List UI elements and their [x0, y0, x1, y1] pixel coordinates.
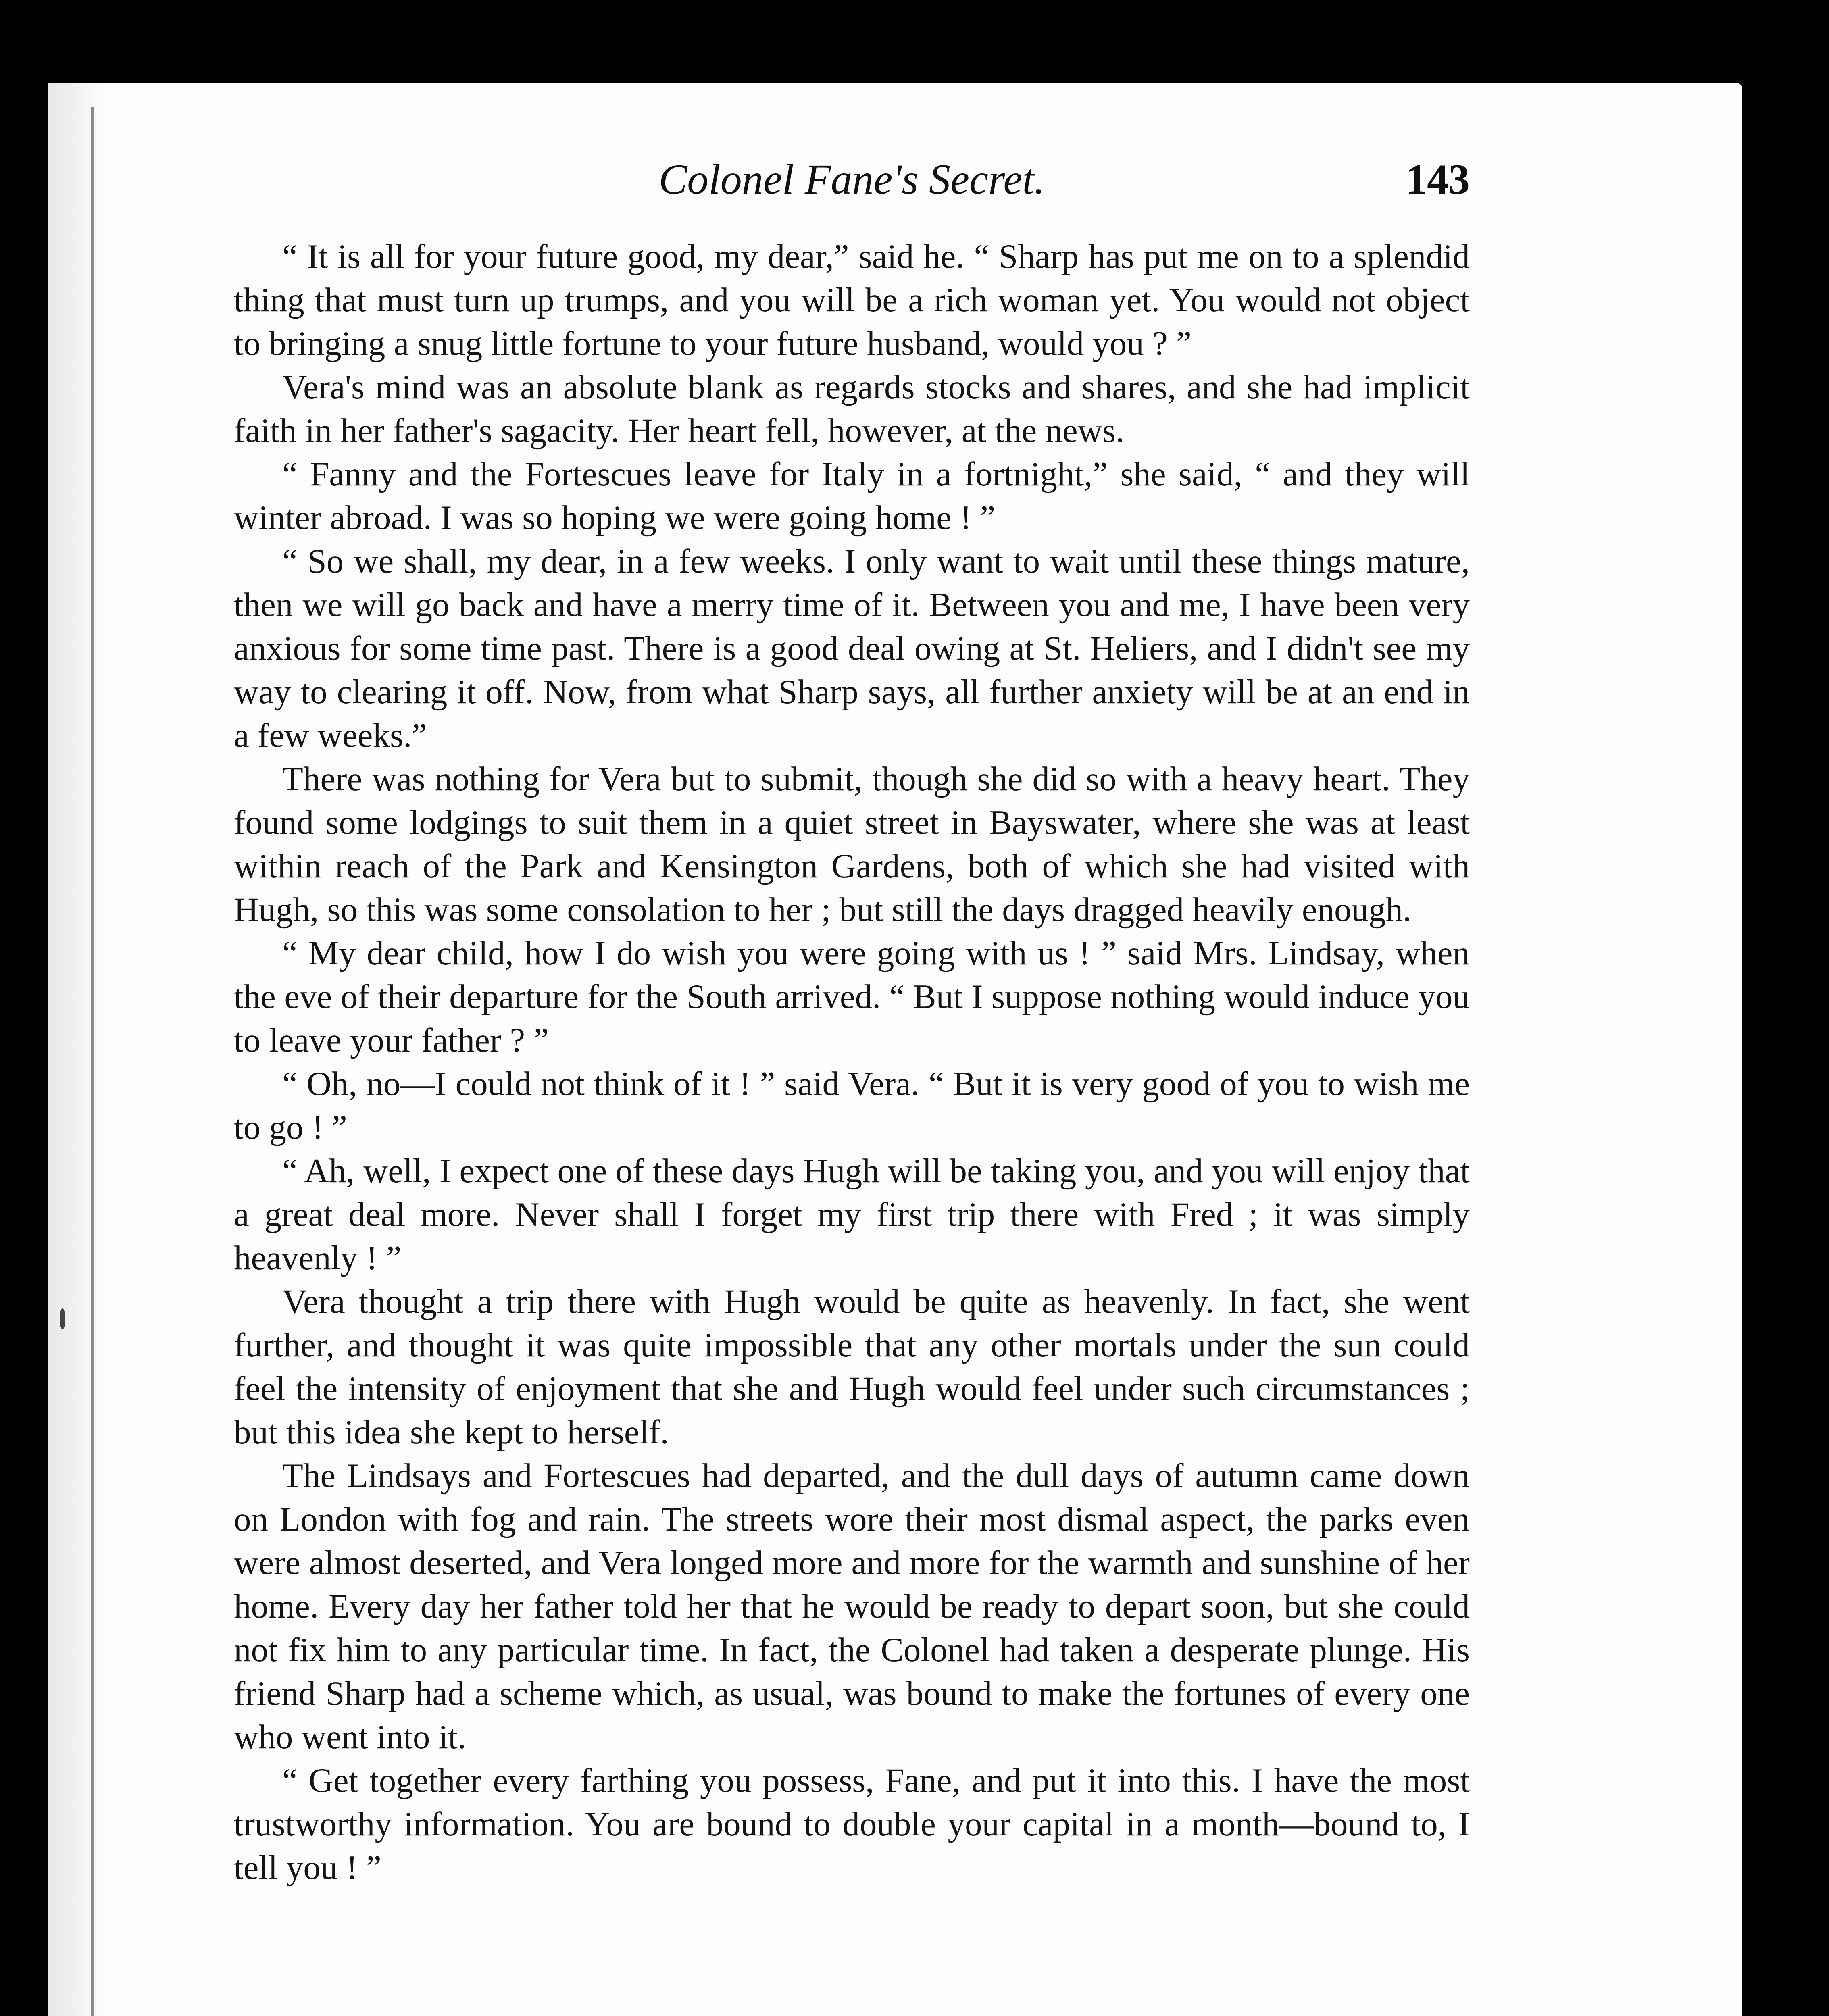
paragraph: “ Ah, well, I expect one of these days Hugh will be taking you, and you will enjoy that a great deal more. Never shall I forget my first trip there with Fred ; it was simply heavenly ! ” — [234, 1152, 1470, 1277]
paragraph: The Lindsays and Fortescues had departed, and the dull days of autumn came down on London with fog and rain. The streets wore their most dismal aspect, the parks even were almost deserted, and Vera longed more and more for the warmth and sunshine of her home. Every day her father told her that he would be ready to depart soon, but she could not fix him to any particular time. In fact, the Colonel had taken a desperate plunge. His friend Sharp had a scheme which, as usual, was bound to make the fortunes of every one who went into it. — [234, 1457, 1470, 1756]
paragraph: “ So we shall, my dear, in a few weeks. I only want to wait until these things mature, then we will go back and have a merry time of it. Between you and me, I have been very anxious for some time past. There is a good deal owing at St. Heliers, and I didn't see my way to clearing it off. Now, from what Sharp says, all further anxiety will be at an end in a few weeks.” — [234, 542, 1470, 754]
paragraph: Vera's mind was an absolute blank as regards stocks and shares, and she had implicit faith in her father's sagacity. Her heart fell, however, at the news. — [234, 368, 1470, 450]
paragraph: There was nothing for Vera but to submit, though she did so with a heavy heart. They found some lodgings to suit them in a quiet street in Bayswater, where she was at least within reach of the Park and Kensington Gardens, both of which she had visited with Hugh, so this was some consolation to her ; but still the days dragged heavily enough. — [234, 760, 1470, 929]
page-number: 143 — [1406, 156, 1470, 203]
paragraph: “ Oh, no—I could not think of it ! ” said Vera. “ But it is very good of you to wish me to go ! ” — [234, 1065, 1470, 1146]
paragraph: “ It is all for your future good, my dear,” said he. “ Sharp has put me on to a splendid thing that must turn up trumps, and you will be a rich woman yet. You would not object to bringing a snug little fortune to your future husband, would you ? ” — [234, 237, 1470, 362]
body-text — [234, 235, 1470, 1889]
page-gutter-shadow — [48, 83, 109, 2016]
paragraph: “ Fanny and the Fortescues leave for Italy in a fortnight,” she said, “ and they will winter abroad. I was so hoping we were going home ! ” — [234, 455, 1470, 537]
paragraph: “ My dear child, how I do wish you were going with us ! ” said Mrs. Lindsay, when the eve of their departure for the South arrived. “ But I suppose nothing would induce you to leave your father ? ” — [234, 934, 1470, 1059]
page-gutter-edge — [91, 107, 94, 2016]
scan-speck — [60, 1308, 65, 1329]
running-head — [234, 149, 1470, 210]
running-head-title: Colonel Fane's Secret. — [658, 156, 1045, 203]
paragraph: “ Get together every farthing you possess, Fane, and put it into this. I have the most trustworthy information. You are bound to double your capital in a month—bound to, I tell you ! ” — [234, 1762, 1470, 1887]
paragraph: Vera thought a trip there with Hugh would be quite as heavenly. In fact, she went further, and thought it was quite impossible that any other mortals under the sun could feel the intensity of enjoyment that she and Hugh would feel under such circumstances ; but this idea she kept to herself. — [234, 1283, 1470, 1451]
